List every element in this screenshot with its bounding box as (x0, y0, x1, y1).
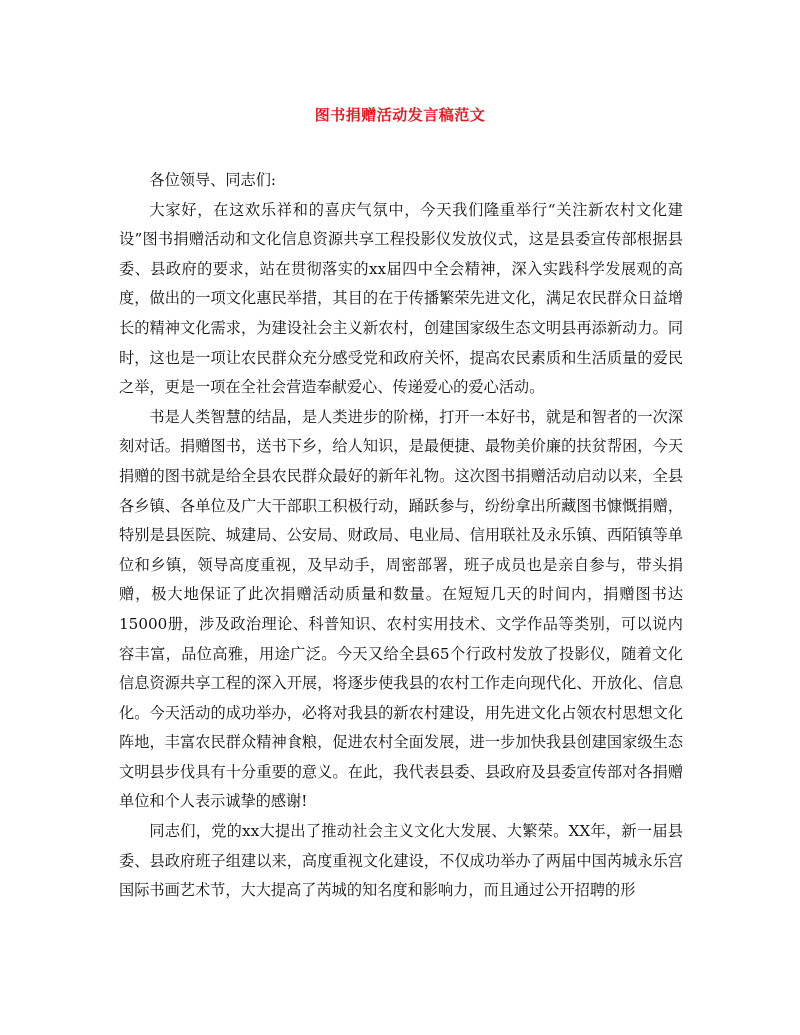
document-body (119, 166, 683, 906)
document-title: 图书捐赠活动发言稿范文 (314, 106, 486, 124)
salutation: 各位领导、同志们: (149, 171, 277, 189)
paragraph-2: 书是人类智慧的结晶，是人类进步的阶梯，打开一本好书，就是和智者的一次深刻对话。捐赠图书，送书下乡，给人知识，是最便捷、最物美价廉的扶贫帮困，今天捐赠的图书就是给全县农民群众最好的新年礼物。这次图书捐赠活动启动以来，全县各乡镇、各单位及广大干部职工积极行动，踊跃参与，纷纷拿出所藏图书慷慨捐赠，特别是县医院、城建局、公安局、财政局、电业局、信用联社及永乐镇、西陌镇等单位和乡镇，领导高度重视，及早动手，周密部署，班子成员也是亲自参与，带头捐赠，极大地保证了此次捐赠活动质量和数量。在短短几天的时间内，捐赠图书达15000册，涉及政治理论、科普知识、农村实用技术、文学作品等类别，可以说内容丰富，品位高雅，用途广泛。今天又给全县65个行政村发放了投影仪，随着文化信息资源共享工程的深入开展，将逐步使我县的农村工作走向现代化、开放化、信息化。今天活动的成功举办，必将对我县的新农村建设，用先进文化占领农村思想文化阵地，丰富农民群众精神食粮，促进农村全面发展，进一步加快我县创建国家级生态文明县步伐具有十分重要的意义。在此，我代表县委、县政府及县委宣传部对各捐赠单位和个人表示诚挚的感谢! (119, 407, 683, 811)
paragraph-1: 大家好，在这欢乐祥和的喜庆气氛中，今天我们隆重举行“关注新农村文化建设”图书捐赠活动和文化信息资源共享工程投影仪发放仪式，这是县委宣传部根据县委、县政府的要求，站在贯彻落实的xx届四中全会精神，深入实践科学发展观的高度，做出的一项文化惠民举措，其目的在于传播繁荣先进文化，满足农民群众日益增长的精神文化需求，为建设社会主义新农村，创建国家级生态文明县再添新动力。同时，这也是一项让农民群众充分感受党和政府关怀，提高农民素质和生活质量的爱民之举，更是一项在全社会营造奉献爱心、传递爱心的爱心活动。 (119, 200, 683, 397)
paragraph-3: 同志们，党的xx大提出了推动社会主义文化大发展、大繁荣。XX年，新一届县委、县政府班子组建以来，高度重视文化建设，不仅成功举办了两届中国芮城永乐宫国际书画艺术节，大大提高了芮城的知名度和影响力，而且通过公开招聘的形 (119, 822, 683, 900)
